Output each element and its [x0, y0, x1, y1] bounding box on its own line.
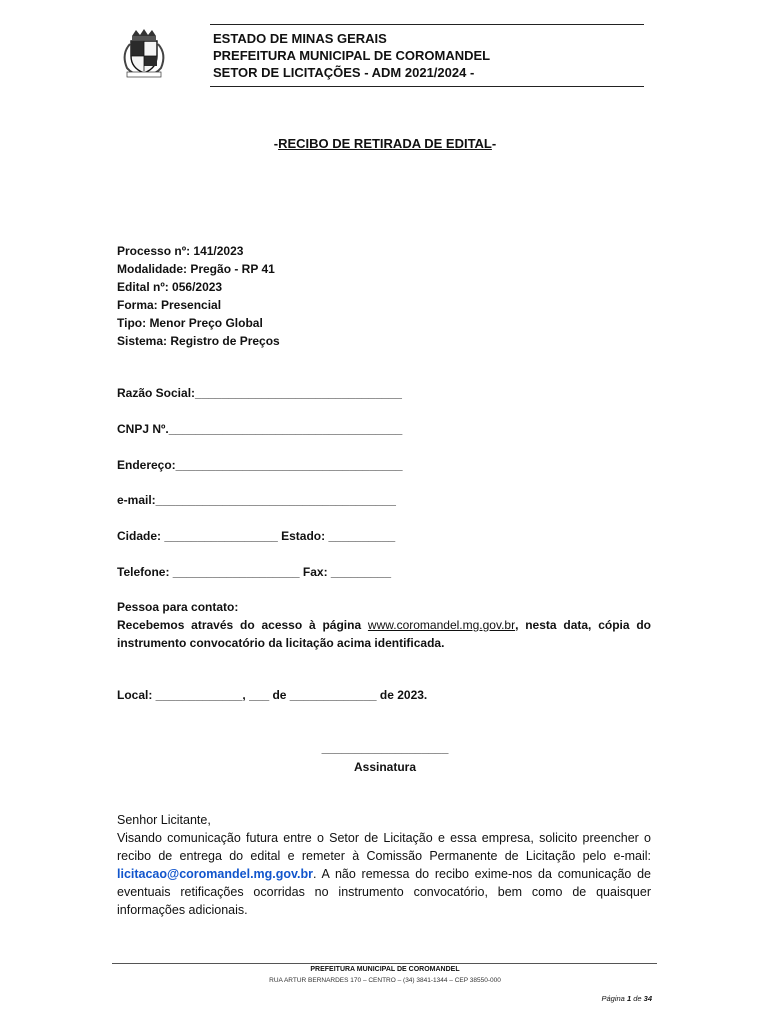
header-state: ESTADO DE MINAS GERAIS: [213, 31, 387, 46]
header-department: SETOR DE LICITAÇÕES - ADM 2021/2024 -: [213, 65, 475, 80]
field-cidade-estado[interactable]: Cidade: _________________ Estado: __________: [117, 529, 396, 543]
signature-label: Assinatura: [353, 760, 417, 774]
contact-email-link[interactable]: licitacao@coromandel.mg.gov.br: [117, 867, 314, 881]
footer-address: RUA ARTUR BERNARDES 170 – CENTRO – (34) 3841-1344 – CEP 38550-000: [269, 977, 501, 984]
page-total: 34: [643, 994, 652, 1003]
field-telefone-fax[interactable]: Telefone: ___________________ Fax: _________: [117, 565, 391, 579]
process-system: Sistema: Registro de Preços: [117, 334, 280, 348]
page-current: 1: [626, 994, 632, 1003]
signature-line: ___________________: [321, 741, 449, 755]
notice-greeting: Senhor Licitante,: [117, 813, 211, 827]
title-prefix: -: [273, 136, 279, 151]
field-local-date[interactable]: Local: _____________, ___ de _____________ de 2023.: [117, 688, 428, 702]
page-title: [0, 136, 770, 151]
field-razao-social[interactable]: Razão Social:_______________________________: [117, 386, 402, 400]
header-block: [213, 30, 490, 81]
website-link[interactable]: www.coromandel.mg.gov.br: [367, 618, 516, 632]
process-modality: Modalidade: Pregão - RP 41: [117, 262, 275, 276]
contact-text-post: , nesta data, cópia do instrumento convocatório da licitação acima identificada.: [117, 618, 651, 650]
contact-label: Pessoa para contato:: [117, 600, 239, 614]
field-endereco[interactable]: Endereço:__________________________________: [117, 458, 403, 472]
header-top-rule: [210, 24, 644, 25]
page-label: Página: [601, 994, 625, 1003]
notice-paragraph: [117, 829, 651, 919]
contact-paragraph: [117, 616, 651, 652]
header-bottom-rule: [210, 86, 644, 87]
notice-text-pre: Visando comunicação futura entre o Setor de Licitação e essa empresa, solicito preencher o recibo de entrega do edital e remeter à Comissão Permanente de Licitação pelo e-mail:: [117, 831, 651, 863]
header-prefecture: PREFEITURA MUNICIPAL DE COROMANDEL: [213, 48, 491, 63]
title-suffix: -: [491, 136, 497, 151]
process-edital: Edital nº: 056/2023: [117, 280, 223, 294]
title-text: RECIBO DE RETIRADA DE EDITAL: [278, 136, 492, 151]
process-number: Processo nº: 141/2023: [117, 244, 244, 258]
field-email[interactable]: e-mail:____________________________________: [117, 493, 396, 507]
field-cnpj[interactable]: CNPJ Nº.___________________________________: [117, 422, 403, 436]
contact-text-pre: Recebemos através do acesso à página: [117, 618, 368, 632]
process-form: Forma: Presencial: [117, 298, 222, 312]
page-of: de: [633, 994, 642, 1003]
notice-text-post: . A não remessa do recibo exime-nos da comunicação de eventuais retificações ocorridas no instrumento convocatório, bem como de quaisquer informações adicionais.: [117, 867, 651, 917]
municipal-coat-of-arms-icon: [118, 26, 170, 78]
footer-rule: [112, 963, 657, 964]
process-type: Tipo: Menor Preço Global: [117, 316, 263, 330]
page-number: [560, 994, 652, 1003]
footer-prefecture: PREFEITURA MUNICIPAL DE COROMANDEL: [310, 966, 460, 973]
